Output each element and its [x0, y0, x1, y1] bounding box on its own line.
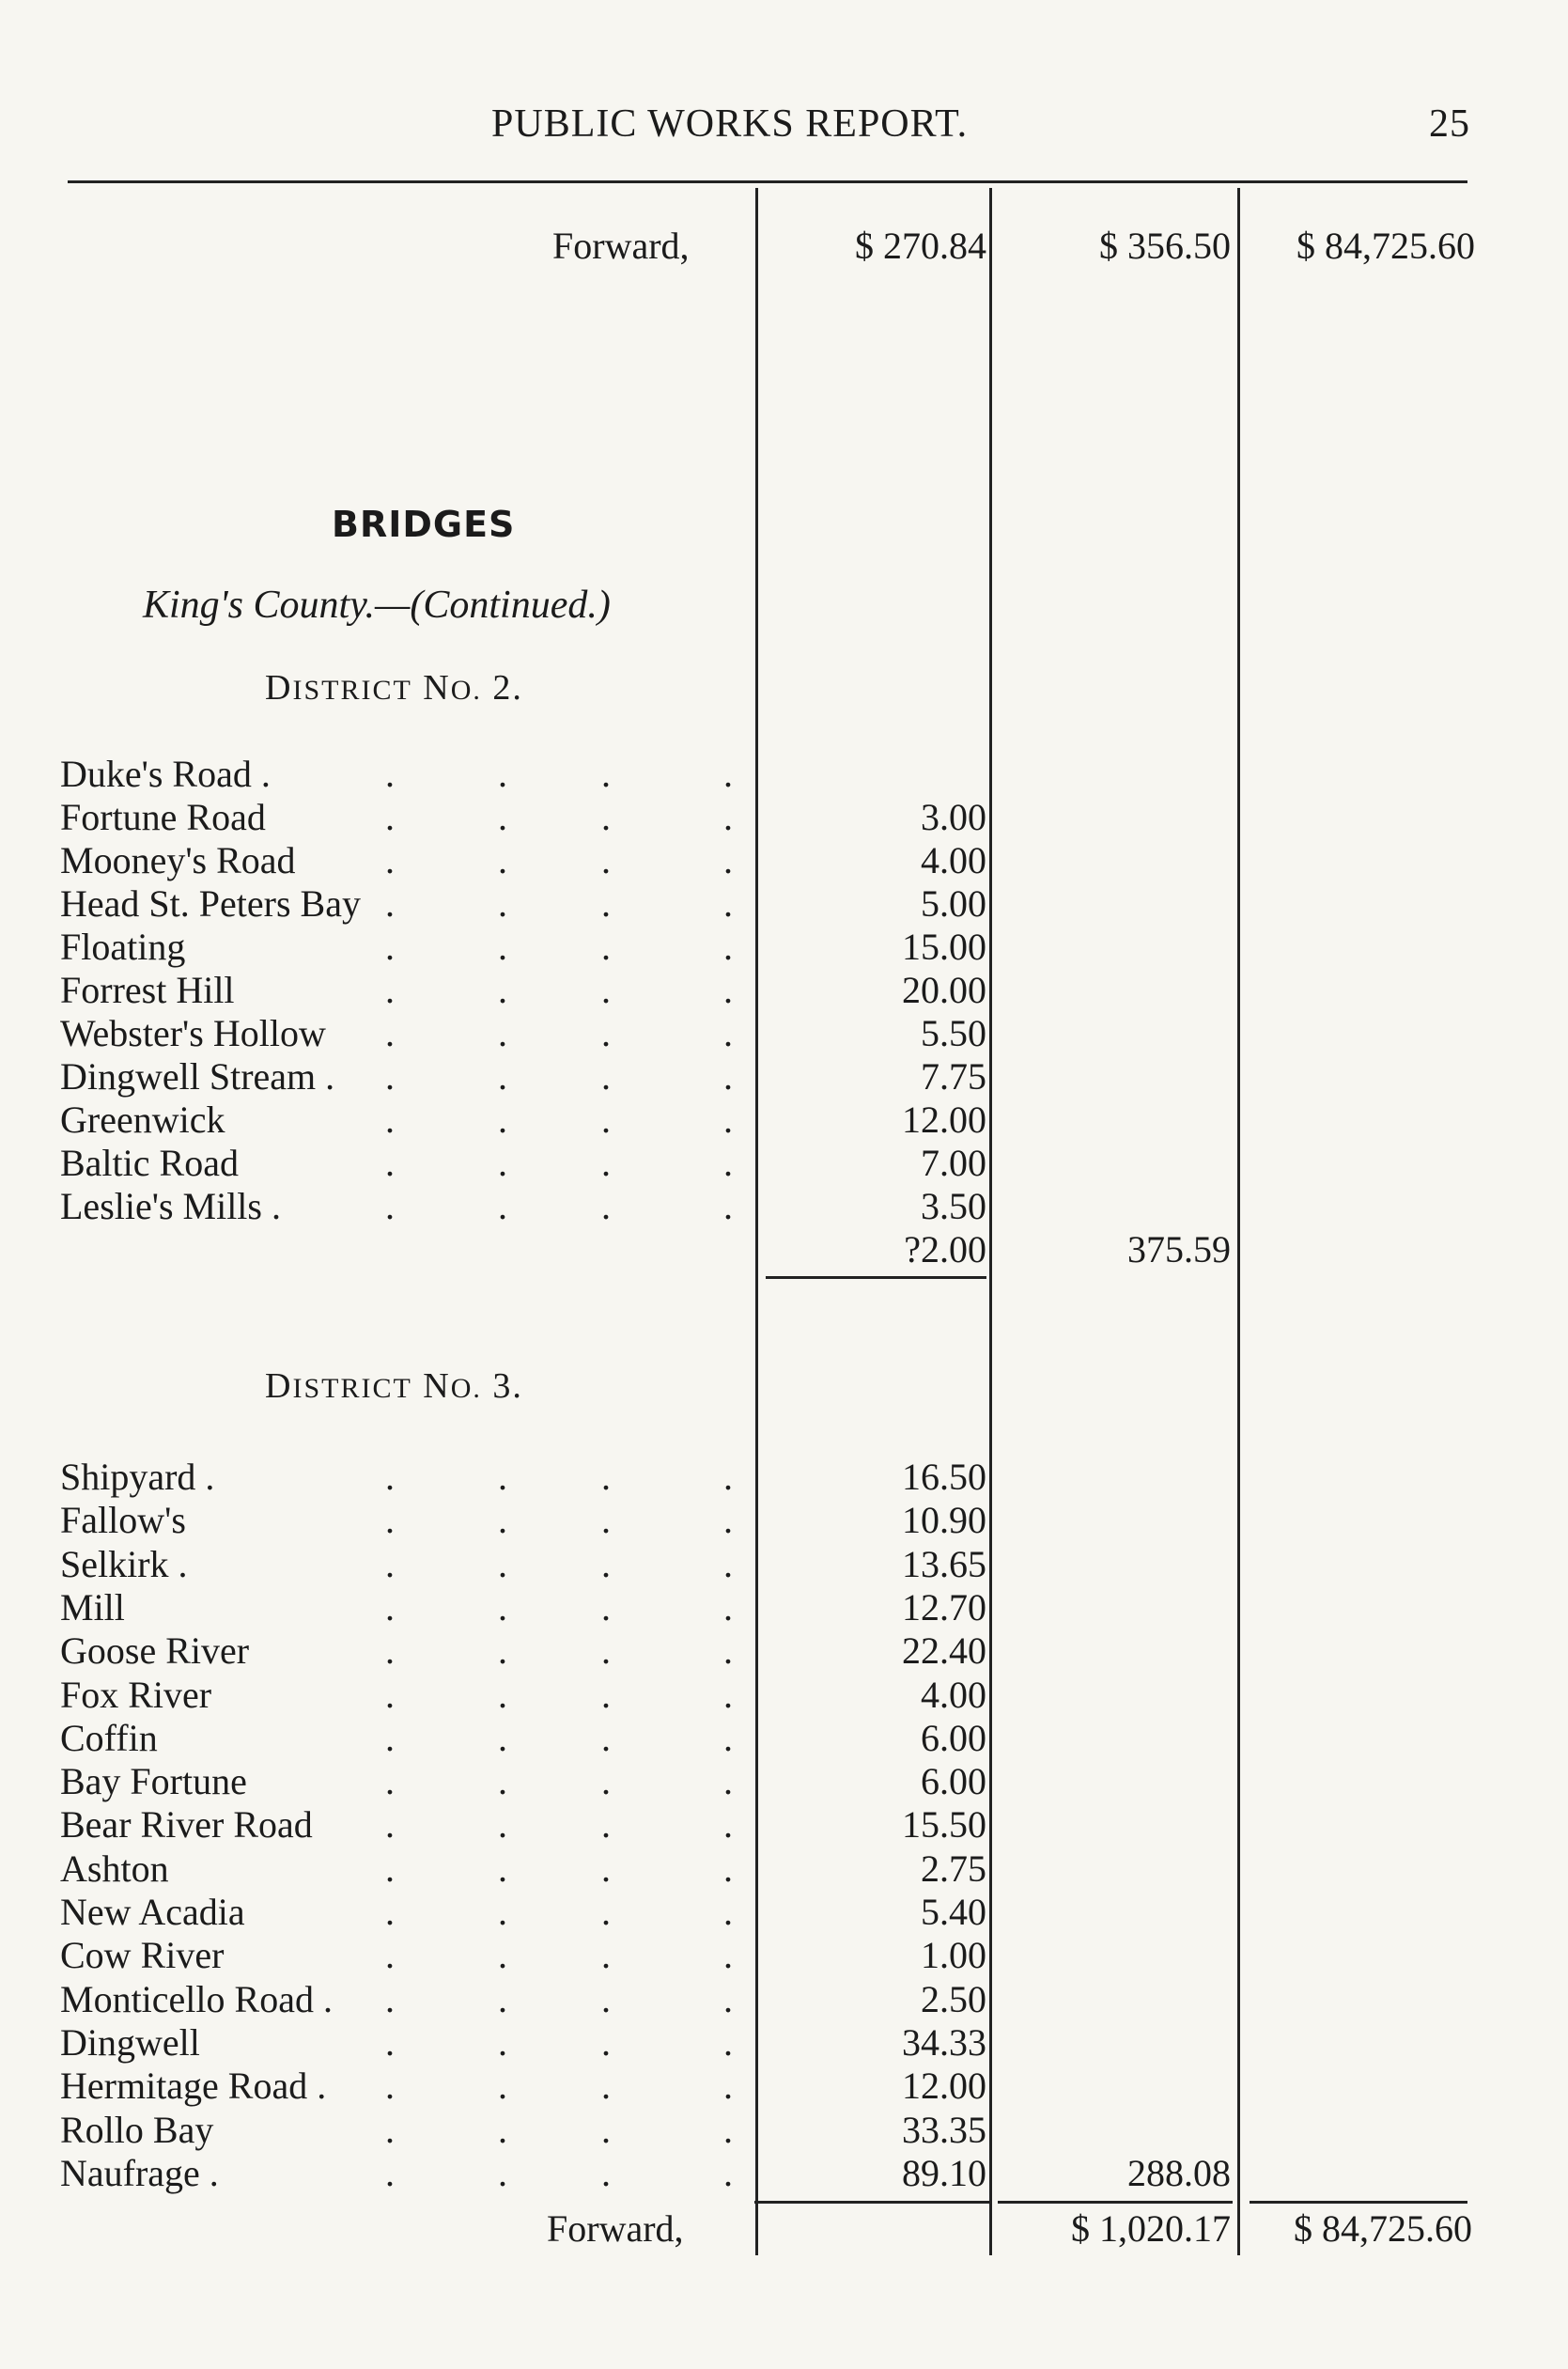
district-3-item-amount: 1.00: [921, 1934, 986, 1977]
leader-dot: .: [723, 1934, 733, 1977]
leader-dot: .: [723, 1977, 733, 2020]
district-3-item-name: Selkirk .: [60, 1542, 188, 1585]
district-2-item-amount: 12.00: [902, 1099, 986, 1141]
district-2-o: O.: [450, 675, 482, 706]
leader-dot: .: [498, 1891, 507, 1933]
leader-dot: .: [601, 1673, 611, 1716]
district-3-item-amount: 15.50: [902, 1803, 986, 1847]
district-2-item-amount: 15.00: [902, 926, 986, 968]
leader-dot: .: [723, 926, 733, 968]
leader-dot: .: [385, 1542, 395, 1585]
leader-dot: .: [385, 2151, 395, 2194]
leader-dot: .: [498, 2020, 507, 2064]
leader-dot: .: [601, 1934, 611, 1977]
leader-dot: .: [385, 1934, 395, 1977]
leader-dot: .: [498, 1456, 507, 1498]
district-3-item-name: Goose River: [60, 1629, 250, 1673]
leader-dot: .: [601, 1012, 611, 1054]
district-3-istrict: ISTRICT: [292, 1373, 412, 1404]
leader-dot: .: [498, 1934, 507, 1977]
leader-dot: .: [723, 2020, 733, 2064]
leader-dot: .: [498, 1847, 507, 1890]
district-2-istrict: ISTRICT: [292, 675, 412, 706]
leader-dot: .: [385, 1977, 395, 2020]
district-3-item-name: Dingwell: [60, 2020, 200, 2064]
leader-dot: .: [723, 969, 733, 1011]
leader-dot: .: [498, 1629, 507, 1673]
leader-dot: .: [385, 1055, 395, 1098]
leader-dot: .: [601, 2108, 611, 2151]
leader-dot: .: [498, 1585, 507, 1629]
district-3-item-name: Monticello Road .: [60, 1977, 333, 2020]
forward-bottom-col3: $ 84,725.60: [1294, 2207, 1472, 2250]
district-3-item-amount: 13.65: [902, 1542, 986, 1585]
district-3-item-name: Mill: [60, 1585, 125, 1629]
district-3-item-amount: 5.40: [921, 1891, 986, 1933]
leader-dot: .: [498, 1542, 507, 1585]
district-2-item-name: Fortune Road: [60, 796, 266, 838]
leader-dot: .: [601, 1803, 611, 1847]
district-3-item-amount: 2.75: [921, 1847, 986, 1890]
district-2-item-amount: 20.00: [902, 969, 986, 1011]
district-3-item-amount: 10.90: [902, 1499, 986, 1542]
leader-dot: .: [498, 2151, 507, 2194]
leader-dot: .: [601, 2020, 611, 2064]
leader-dot: .: [498, 2108, 507, 2151]
bottom-rule-col2: [998, 2201, 1233, 2204]
leader-dot: .: [601, 1456, 611, 1498]
leader-dot: .: [385, 1499, 395, 1542]
column-rule-3: [1237, 188, 1240, 2255]
district-3-item-name: Bay Fortune: [60, 1760, 247, 1803]
leader-dot: .: [723, 2108, 733, 2151]
bottom-rule-col3: [1250, 2201, 1467, 2204]
leader-dot: .: [385, 2065, 395, 2108]
district-3-item-amount: 6.00: [921, 1716, 986, 1759]
leader-dot: .: [498, 2065, 507, 2108]
column-rule-1: [755, 188, 758, 2255]
leader-dot: .: [601, 1499, 611, 1542]
header-rule: [68, 180, 1467, 183]
leader-dot: .: [723, 1585, 733, 1629]
leader-dot: .: [601, 796, 611, 838]
district-3-item-amount: 22.40: [902, 1629, 986, 1673]
district-2-heading: [265, 667, 523, 709]
leader-dot: .: [385, 1629, 395, 1673]
leader-dot: .: [723, 1055, 733, 1098]
leader-dot: .: [385, 1185, 395, 1227]
leader-dot: .: [498, 1977, 507, 2020]
district-2-item-name: Forrest Hill: [60, 969, 235, 1011]
leader-dot: .: [498, 969, 507, 1011]
district-2-item-name: Mooney's Road: [60, 839, 296, 881]
leader-dot: .: [601, 753, 611, 795]
leader-dot: .: [601, 1585, 611, 1629]
leader-dot: .: [601, 1629, 611, 1673]
district-2-item-name: Head St. Peters Bay: [60, 882, 361, 925]
leader-dot: .: [385, 926, 395, 968]
district-2-number: 2.: [492, 668, 523, 708]
leader-dot: .: [385, 1012, 395, 1054]
leader-dot: .: [723, 1891, 733, 1933]
forward-label-top: Forward,: [552, 225, 690, 267]
leader-dot: .: [601, 2151, 611, 2194]
leader-dot: .: [723, 1012, 733, 1054]
leader-dot: .: [498, 839, 507, 881]
district-2-total: 375.59: [1127, 1228, 1231, 1270]
leader-dot: .: [385, 1585, 395, 1629]
leader-dot: .: [385, 1099, 395, 1141]
district-3-item-name: Cow River: [60, 1934, 225, 1977]
district-2-item-name: Webster's Hollow: [60, 1012, 326, 1054]
leader-dot: .: [601, 1185, 611, 1227]
leader-dot: .: [498, 1716, 507, 1759]
district-3-item-name: Hermitage Road .: [60, 2065, 327, 2108]
district-2-item-name: Baltic Road: [60, 1142, 239, 1184]
district-2-item-amount: 5.00: [921, 882, 986, 925]
leader-dot: .: [385, 1716, 395, 1759]
leader-dot: .: [385, 1142, 395, 1184]
leader-dot: .: [723, 1185, 733, 1227]
leader-dot: .: [385, 1847, 395, 1890]
district-3-item-name: Naufrage .: [60, 2151, 219, 2194]
district-3-n: N: [423, 1366, 451, 1406]
leader-dot: .: [498, 1760, 507, 1803]
district-2-item-name: Greenwick: [60, 1099, 225, 1141]
district-3-item-amount: 33.35: [902, 2108, 986, 2151]
leader-dot: .: [723, 1099, 733, 1141]
leader-dot: .: [723, 753, 733, 795]
district-3-item-name: Fallow's: [60, 1499, 186, 1542]
leader-dot: .: [601, 839, 611, 881]
district-2-item-name: Duke's Road .: [60, 753, 271, 795]
district-3-item-name: Bear River Road: [60, 1803, 313, 1847]
leader-dot: .: [723, 1847, 733, 1890]
district-3-item-amount: 34.33: [902, 2020, 986, 2064]
leader-dot: .: [723, 1803, 733, 1847]
district-2-n: N: [423, 668, 451, 708]
leader-dot: .: [601, 1977, 611, 2020]
leader-dot: .: [723, 1499, 733, 1542]
leader-dot: .: [385, 1891, 395, 1933]
leader-dot: .: [498, 1055, 507, 1098]
leader-dot: .: [385, 1803, 395, 1847]
district-3-item-name: Ashton: [60, 1847, 169, 1890]
district-3-item-amount: 6.00: [921, 1760, 986, 1803]
district-2-item-name: Floating: [60, 926, 186, 968]
forward-top-col3: $ 84,725.60: [1296, 225, 1475, 267]
leader-dot: .: [498, 1099, 507, 1141]
forward-top-col1: $ 270.84: [855, 225, 986, 267]
leader-dot: .: [385, 2020, 395, 2064]
page-header-title: PUBLIC WORKS REPORT.: [491, 102, 969, 146]
leader-dot: .: [385, 753, 395, 795]
leader-dot: .: [498, 1012, 507, 1054]
district-3-total: 288.08: [1127, 2151, 1231, 2194]
district-3-number: 3.: [492, 1366, 523, 1406]
leader-dot: .: [385, 2108, 395, 2151]
leader-dot: .: [498, 1803, 507, 1847]
leader-dot: .: [723, 1542, 733, 1585]
leader-dot: .: [385, 839, 395, 881]
leader-dot: .: [601, 1142, 611, 1184]
district-3-item-name: Shipyard .: [60, 1456, 215, 1498]
leader-dot: .: [601, 1055, 611, 1098]
forward-top-col2: $ 356.50: [1099, 225, 1231, 267]
section-heading: BRIDGES: [332, 504, 516, 545]
district-2-d: D: [265, 668, 293, 708]
district-2-item-amount: 4.00: [921, 839, 986, 881]
leader-dot: .: [498, 1673, 507, 1716]
leader-dot: .: [601, 1716, 611, 1759]
district-3-heading: [265, 1365, 523, 1407]
leader-dot: .: [723, 1760, 733, 1803]
leader-dot: .: [385, 1760, 395, 1803]
district-3-item-name: Coffin: [60, 1716, 158, 1759]
district-2-item-name: Leslie's Mills .: [60, 1185, 281, 1227]
bottom-rule-col1: [754, 2201, 989, 2204]
leader-dot: .: [601, 1760, 611, 1803]
district-3-item-amount: 16.50: [902, 1456, 986, 1498]
leader-dot: .: [723, 2151, 733, 2194]
leader-dot: .: [498, 1499, 507, 1542]
district-2-subtotal-rule: [766, 1276, 986, 1279]
leader-dot: .: [723, 796, 733, 838]
district-3-item-amount: 12.00: [902, 2065, 986, 2108]
district-2-item-amount: 7.00: [921, 1142, 986, 1184]
county-subheading: King's County.—(Continued.): [143, 584, 611, 627]
district-2-item-amount: 3.50: [921, 1185, 986, 1227]
forward-label-bottom: Forward,: [547, 2207, 684, 2250]
leader-dot: .: [723, 2065, 733, 2108]
leader-dot: .: [498, 1142, 507, 1184]
leader-dot: .: [601, 969, 611, 1011]
leader-dot: .: [723, 1142, 733, 1184]
district-2-item-amount: 5.50: [921, 1012, 986, 1054]
leader-dot: .: [385, 882, 395, 925]
leader-dot: .: [498, 1185, 507, 1227]
leader-dot: .: [601, 1847, 611, 1890]
leader-dot: .: [385, 1456, 395, 1498]
district-2-item-amount: 7.75: [921, 1055, 986, 1098]
leader-dot: .: [723, 1456, 733, 1498]
district-2-subtotal: ?2.00: [904, 1228, 986, 1270]
leader-dot: .: [723, 1673, 733, 1716]
leader-dot: .: [723, 882, 733, 925]
leader-dot: .: [498, 796, 507, 838]
column-rule-2: [989, 188, 992, 2255]
district-3-item-name: Fox River: [60, 1673, 212, 1716]
forward-bottom-col2: $ 1,020.17: [1071, 2207, 1231, 2250]
page-number: 25: [1429, 102, 1470, 146]
district-3-item-name: New Acadia: [60, 1891, 245, 1933]
leader-dot: .: [385, 969, 395, 1011]
leader-dot: .: [723, 1716, 733, 1759]
leader-dot: .: [498, 882, 507, 925]
district-2-item-name: Dingwell Stream .: [60, 1055, 335, 1098]
leader-dot: .: [723, 839, 733, 881]
leader-dot: .: [385, 1673, 395, 1716]
district-3-item-amount: 89.10: [902, 2151, 986, 2194]
district-3-item-amount: 12.70: [902, 1585, 986, 1629]
leader-dot: .: [601, 1099, 611, 1141]
leader-dot: .: [723, 1629, 733, 1673]
leader-dot: .: [385, 796, 395, 838]
district-3-o: O.: [450, 1373, 482, 1404]
district-3-item-amount: 2.50: [921, 1977, 986, 2020]
leader-dot: .: [498, 753, 507, 795]
leader-dot: .: [601, 882, 611, 925]
leader-dot: .: [601, 1542, 611, 1585]
district-2-item-amount: 3.00: [921, 796, 986, 838]
leader-dot: .: [601, 926, 611, 968]
district-3-d: D: [265, 1366, 293, 1406]
leader-dot: .: [601, 1891, 611, 1933]
district-3-item-name: Rollo Bay: [60, 2108, 214, 2151]
district-3-item-amount: 4.00: [921, 1673, 986, 1716]
leader-dot: .: [601, 2065, 611, 2108]
leader-dot: .: [498, 926, 507, 968]
